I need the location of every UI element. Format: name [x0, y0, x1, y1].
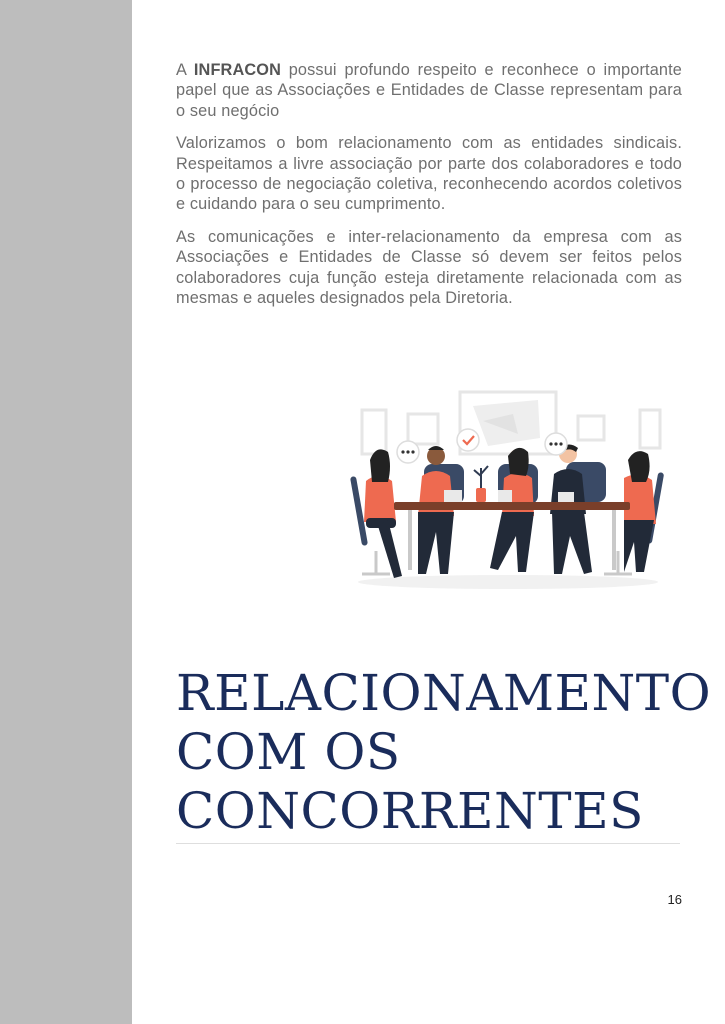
section-heading-line-3: CONCORRENTES	[176, 782, 644, 840]
section-heading	[176, 664, 712, 841]
paragraph-intro-rest: possui profundo respeito e reconhece o importante papel que as Associações e Entidades de Classe representam para o seu negócio	[176, 61, 682, 120]
page-number: 16	[667, 892, 682, 907]
paragraph-unions: Valorizamos o bom relacionamento com as entidades sindicais. Respeitamos a livre associação por parte dos colaboradores e todo o processo de negociação coletiva, reconhecendo acordos coletivos e cuidando para o seu cumprimento.	[176, 134, 682, 214]
left-sidebar-band	[0, 0, 132, 1024]
heading-divider	[176, 843, 680, 844]
section-heading-line-2: COM OS	[176, 723, 401, 781]
business-meeting-illustration	[348, 386, 670, 596]
paragraph-intro	[176, 60, 682, 121]
checkmark-bubble-icon	[457, 429, 479, 451]
paragraph-communications: As comunicações e inter-relacionamento da empresa com as Associações e Entidades de Classe só devem ser feitos pelos colaboradores cuja função esteja diretamente relacionada com as mesmas e aqueles designados pela Diretoria.	[176, 227, 682, 308]
ellipsis-bubble-icon	[397, 441, 419, 463]
section-heading-line-1: RELACIONAMENTO	[176, 664, 712, 722]
company-name: INFRACON	[193, 61, 281, 79]
ellipsis-bubble-icon	[545, 433, 567, 455]
paragraph-intro-prefix: A	[176, 61, 194, 79]
body-text	[176, 60, 682, 320]
